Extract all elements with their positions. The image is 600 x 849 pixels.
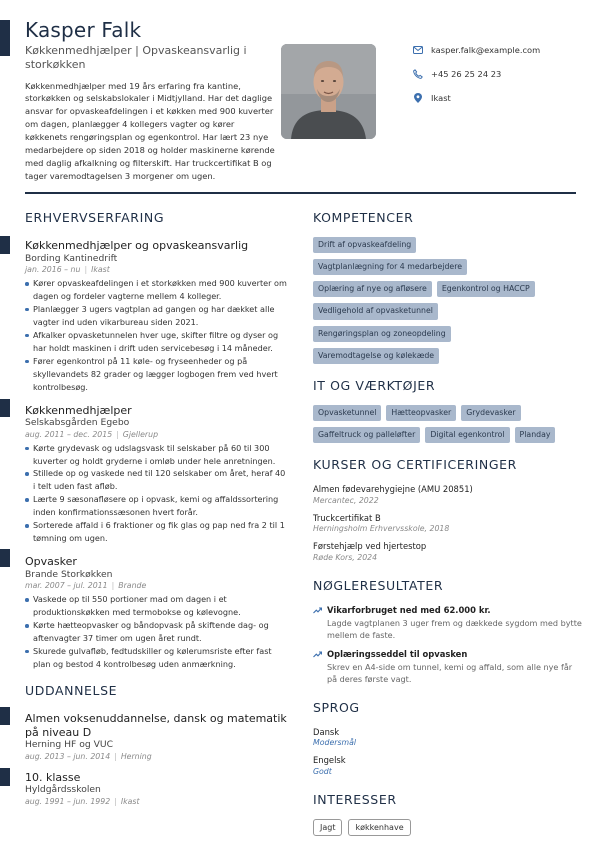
results-list bbox=[313, 605, 583, 686]
header-divider bbox=[25, 192, 576, 194]
course-meta: Røde Kors, 2024 bbox=[313, 553, 378, 563]
contact-phone[interactable] bbox=[413, 68, 588, 80]
language-item bbox=[313, 755, 583, 778]
section-title-interests: INTERESSER bbox=[313, 792, 397, 808]
job-place: Brande bbox=[118, 581, 147, 591]
resume-header bbox=[25, 18, 275, 182]
interest-tag: Jagt bbox=[313, 819, 342, 836]
language-name: Dansk bbox=[313, 726, 340, 737]
section-title-education: UDDANNELSE bbox=[25, 682, 118, 698]
tool-tag: Digital egenkontrol bbox=[425, 427, 509, 443]
result-title: Oplæringsseddel til opvasken bbox=[327, 648, 468, 659]
skills-tags bbox=[313, 237, 583, 364]
interest-tags bbox=[313, 819, 583, 836]
job-bullets bbox=[25, 277, 287, 393]
result-desc: Skrev en A4-side om tunnel, kemi og affald, som alle nye får på deres første vagt. bbox=[327, 661, 573, 685]
accent-bar-top bbox=[0, 20, 10, 56]
profile-photo bbox=[281, 44, 376, 139]
school: Herning HF og VUC bbox=[25, 739, 114, 751]
bullet-item: Skurede gulvafløb, fedtudskiller og kølerumsriste efter fast plan og bestod 4 kontrolbesøg uden anmærkning. bbox=[25, 645, 287, 671]
language-level: Godt bbox=[313, 767, 332, 777]
bullet-item: Fører egenkontrol på 11 køle- og fryseenheder og på skyllevandets 82 grader og lægger logbogen frem ved hvert kontrolbesøg. bbox=[25, 355, 287, 394]
section-title-languages: SPROG bbox=[313, 699, 360, 715]
accent-bar-experience-1 bbox=[0, 236, 10, 254]
accent-bar-education-2 bbox=[0, 768, 10, 786]
education-title: 10. klasse bbox=[25, 770, 81, 784]
skill-tag: Oplæring af nye og afløsere bbox=[313, 281, 432, 297]
job-title: Køkkenmedhjælper bbox=[25, 403, 132, 417]
experience-entry bbox=[25, 239, 287, 394]
course-name: Truckcertifikat B bbox=[313, 512, 381, 523]
section-title-skills: KOMPETENCER bbox=[313, 210, 414, 225]
education-meta: aug. 2013 – jun. 2014 | Herning bbox=[25, 751, 152, 761]
job-dates: mar. 2007 – jul. 2011 bbox=[25, 581, 108, 591]
bullet-item: Vaskede op til 550 portioner mad om dagen i et produktionskøkken med termobokse og kølevogne. bbox=[25, 593, 287, 619]
education-dates: aug. 1991 – jun. 1992 bbox=[25, 796, 111, 806]
section-title-courses: KURSER OG CERTIFICERINGER bbox=[313, 457, 517, 472]
profile-summary: Køkkenmedhjælper med 19 års erfaring fra kantine, storkøkken og selskabslokaler i Midtjylland. Har det daglige ansvar for opvaskeafdelingen i et køkken med 900 kuverter om dagen, planlægger 4 kollegers vagter og kører køkkenets rengøringsplan og egenkontrol. Har lært 23 nye medarbejdere op siden 2018 og holder maskinerne kørende med daglig afkalkning og filterskift. Har truckcertifikat B og tager varemodtagelsen 3 morgener om ugen. bbox=[25, 80, 275, 181]
skill-tag: Vagtplanlægning for 4 medarbejdere bbox=[313, 259, 467, 275]
job-meta: aug. 2011 – dec. 2015 | Gjellerup bbox=[25, 429, 159, 439]
skill-tag: Varemodtagelse og kølekæde bbox=[313, 348, 439, 364]
result-title: Vikarforbruget ned med 62.000 kr. bbox=[327, 605, 491, 616]
bullet-item: Lærte 9 sæsonafløsere op i opvask, kemi og affaldssortering inden konfirmationssæsonen hvert forår. bbox=[25, 493, 287, 519]
trend-up-icon bbox=[313, 651, 322, 658]
accent-bar-education-1 bbox=[0, 707, 10, 725]
skill-tag-row bbox=[313, 281, 535, 297]
email-icon bbox=[413, 45, 423, 55]
contact-email[interactable] bbox=[413, 44, 588, 56]
result-item bbox=[313, 605, 583, 642]
job-title: Køkkenmedhjælper og opvaskeansvarlig bbox=[25, 239, 249, 252]
education-title: Almen voksenuddannelse, dansk og matematik på niveau D bbox=[25, 711, 287, 739]
interest-tag: køkkenhave bbox=[348, 819, 410, 836]
section-title-results: NØGLERESULTATER bbox=[313, 578, 444, 594]
course-item bbox=[313, 541, 583, 564]
tool-tag: Gaffeltruck og palleløfter bbox=[313, 427, 420, 443]
job-title: Opvasker bbox=[25, 555, 77, 569]
location-text: Ikast bbox=[431, 92, 451, 103]
job-bullets bbox=[25, 593, 287, 671]
contact-list bbox=[413, 44, 588, 116]
skill-tag: Vedligehold af opvasketunnel bbox=[313, 303, 438, 319]
employer: Selskabsgården Egebo bbox=[25, 417, 130, 429]
job-dates: aug. 2011 – dec. 2015 bbox=[25, 429, 113, 439]
email-text: kasper.falk@example.com bbox=[431, 44, 541, 55]
section-title-tools: IT OG VÆRKTØJER bbox=[313, 377, 436, 393]
experience-entry bbox=[25, 555, 287, 671]
language-name: Engelsk bbox=[313, 755, 346, 766]
accent-bar-experience-3 bbox=[0, 549, 10, 567]
contact-location bbox=[413, 92, 588, 104]
tool-tag: Opvasketunnel bbox=[313, 405, 381, 421]
trend-up-icon bbox=[313, 607, 322, 614]
bullet-item: Planlægger 3 ugers vagtplan ad gangen og har dækket alle vagter ind uden vikarbureau siden 2021. bbox=[25, 303, 287, 329]
bullet-item: Kørte hætteopvasker og båndopvask på skiftende dag- og aftenvagter 37 timer om ugen året rundt. bbox=[25, 619, 287, 645]
course-meta: Mercantec, 2022 bbox=[313, 495, 379, 505]
language-list bbox=[313, 727, 583, 778]
education-entry bbox=[25, 712, 287, 763]
course-item bbox=[313, 513, 583, 536]
location-pin-icon bbox=[413, 93, 423, 103]
course-name: Almen fødevarehygiejne (AMU 20851) bbox=[313, 484, 473, 494]
bullet-item: Kørte grydevask og udslagsvask til selskaber på 60 til 300 kuverter og holdt gryderne i omløb under hele anretningen. bbox=[25, 442, 287, 468]
result-desc: Lagde vagtplanen 3 uger frem og dækkede sygdom med bytte mellem de faste. bbox=[327, 617, 582, 641]
bullet-item: Sorterede affald i 6 fraktioner og fik glas og pap ned fra 2 til 1 tømning om ugen. bbox=[25, 519, 287, 545]
job-meta: mar. 2007 – jul. 2011 | Brande bbox=[25, 581, 147, 591]
course-meta: Herningsholm Erhvervsskole, 2018 bbox=[313, 524, 450, 534]
employer: Bording Kantinedrift bbox=[25, 252, 118, 264]
education-entry bbox=[25, 771, 287, 808]
phone-icon bbox=[413, 69, 423, 79]
course-list bbox=[313, 484, 583, 564]
phone-text: +45 26 25 24 23 bbox=[431, 68, 502, 79]
course-name: Førstehjælp ved hjertestop bbox=[313, 541, 427, 552]
candidate-headline: Køkkenmedhjælper | Opvaskeansvarlig i storkøkken bbox=[25, 44, 247, 72]
job-dates: jan. 2016 – nu bbox=[25, 265, 81, 275]
tools-tags bbox=[313, 405, 583, 443]
education-meta: aug. 1991 – jun. 1992 | Ikast bbox=[25, 796, 140, 806]
language-level: Modersmål bbox=[313, 738, 357, 748]
skill-tag: Rengøringsplan og zoneopdeling bbox=[313, 326, 451, 342]
accent-bar-experience-2 bbox=[0, 399, 10, 417]
skill-tag: Egenkontrol og HACCP bbox=[437, 281, 535, 297]
job-bullets bbox=[25, 442, 287, 546]
tool-tag: Hætteopvasker bbox=[386, 405, 456, 421]
tool-tag: Planday bbox=[515, 427, 556, 443]
school: Hyldgårdsskolen bbox=[25, 784, 101, 796]
right-column bbox=[313, 210, 583, 836]
section-title-experience: ERHVERVSERFARING bbox=[25, 210, 165, 225]
bullet-item: Afkalker opvasketunnelen hver uge, skifter filtre og dyser og har holdt maskinen i drift uden servicebesøg i 14 måneder. bbox=[25, 329, 287, 355]
bullet-item: Stillede op og vaskede ned til 120 selskaber om året, heraf 40 i telt uden fast afløb. bbox=[25, 467, 287, 493]
job-place: Ikast bbox=[91, 265, 110, 275]
education-dates: aug. 2013 – jun. 2014 bbox=[25, 751, 111, 761]
experience-entry bbox=[25, 404, 287, 546]
portrait-image bbox=[281, 44, 376, 139]
skill-tag: Drift af opvaskeafdeling bbox=[313, 237, 416, 253]
bullet-item: Kører opvaskeafdelingen i et storkøkken med 900 kuverter om dagen og fordeler vagterne mellem 4 kolleger. bbox=[25, 277, 287, 303]
tool-tag: Grydevasker bbox=[461, 405, 520, 421]
education-place: Ikast bbox=[120, 796, 140, 806]
language-item bbox=[313, 727, 583, 750]
result-item bbox=[313, 649, 583, 686]
job-place: Gjellerup bbox=[122, 429, 159, 439]
education-place: Herning bbox=[120, 751, 152, 761]
job-meta: jan. 2016 – nu | Ikast bbox=[25, 265, 110, 275]
left-column bbox=[25, 210, 287, 818]
candidate-name: Kasper Falk bbox=[25, 18, 142, 42]
employer: Brande Storkøkken bbox=[25, 568, 113, 580]
course-item bbox=[313, 484, 583, 507]
